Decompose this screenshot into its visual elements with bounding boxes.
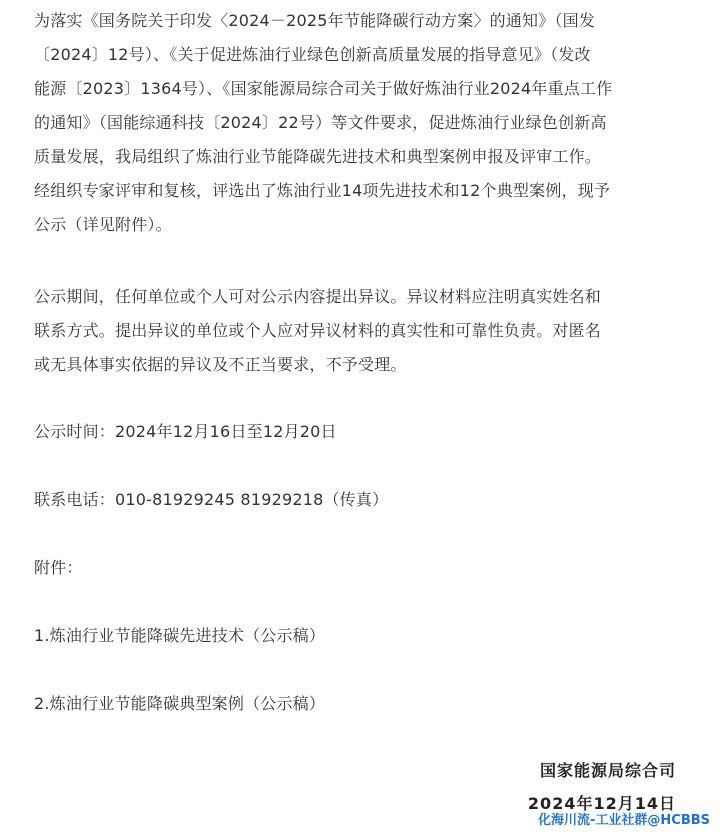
contact-phone: 联系电话：010-81929245 81929218（传真） (34, 490, 389, 509)
attachments-heading: 附件： (34, 558, 83, 577)
attachment-link-1[interactable]: 1.炼油行业节能降碳先进技术（公示稿） (34, 626, 326, 645)
intro-paragraph: 为落实《国务院关于印发〈2024－2025年节能降碳行动方案〉的通知》（国发 〔2024〕12号）、《关于促进炼油行业绿色创新高质量发展的指导意见》（发改 能源〔2023〕1364号）、《国家能源局综合司关于做好炼油行业2024年重点工作 的通知》（国能综通科技〔2024〕22号）等文件要求，促进炼油行业绿色创新高 质量发展，我局组织了炼油行业节能降碳先进技术和典型案例申报及评审工作。 经组织专家评审和复核，评选出了炼油行业14项先进技术和12个典型案例，现予 公示（详见附件）。 (34, 11, 613, 234)
watermark: 化海川流-工业社群@HCBBS (538, 813, 710, 828)
issue-date: 2024年12月14日 (527, 794, 676, 813)
publicity-period: 公示时间：2024年12月16日至12月20日 (34, 422, 337, 441)
attachment-link-2[interactable]: 2.炼油行业节能降碳典型案例（公示稿） (34, 694, 326, 713)
issuer-signature: 国家能源局综合司 (539, 761, 676, 780)
objection-paragraph: 公示期间，任何单位或个人可对公示内容提出异议。异议材料应注明真实姓名和 联系方式。提出异议的单位或个人应对异议材料的真实性和可靠性负责。对匿名 或无具体事实依据的异议及不正当要求，不予受理。 (34, 287, 602, 374)
